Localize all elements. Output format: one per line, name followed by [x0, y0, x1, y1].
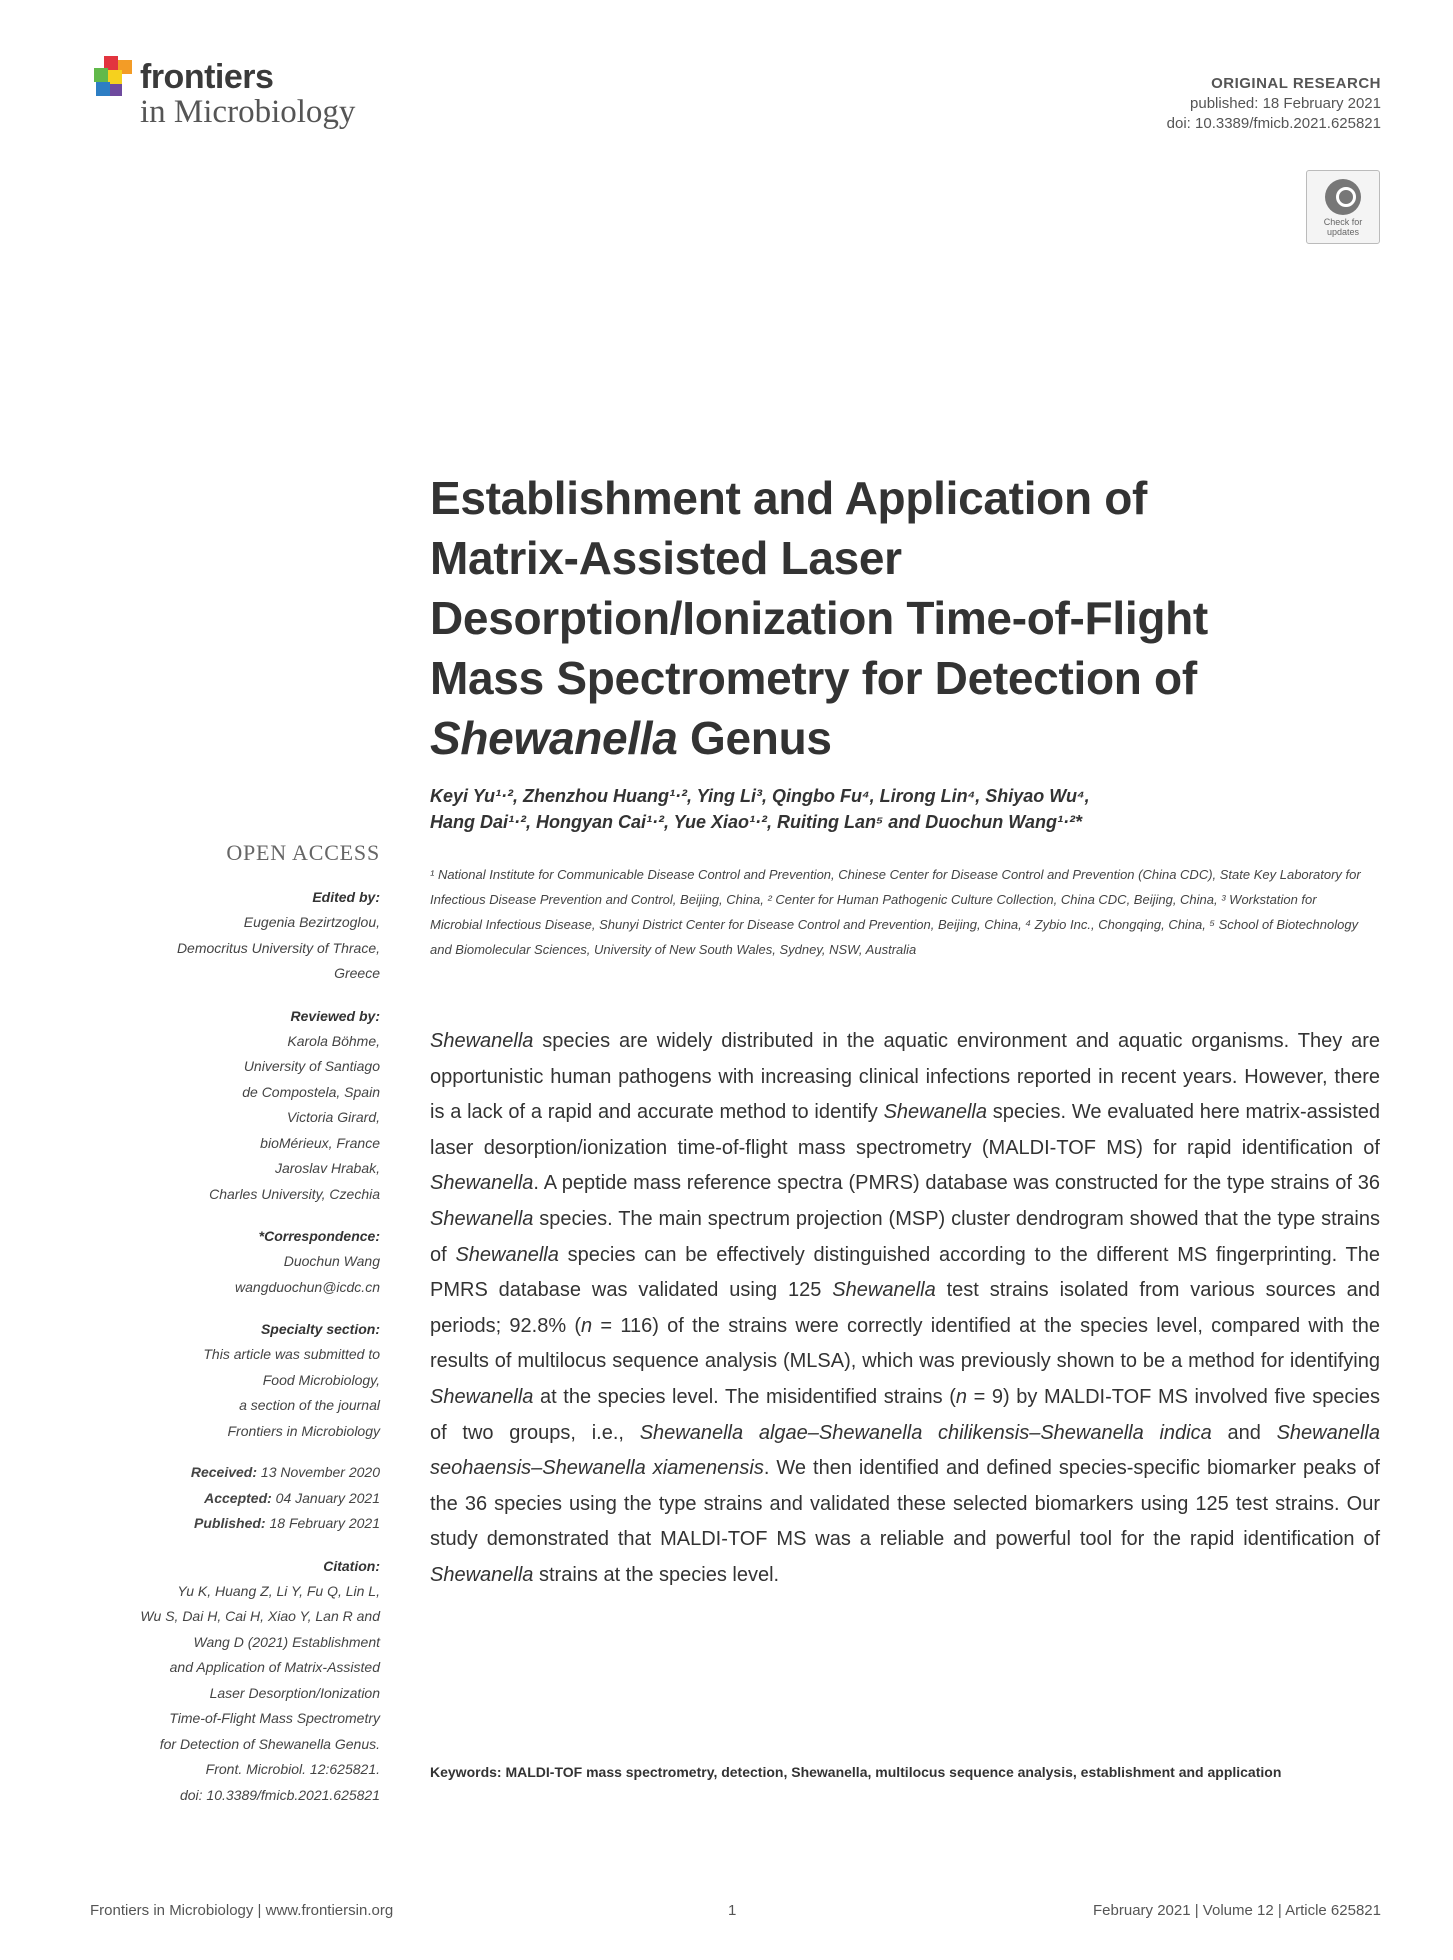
correspondence-label: *Correspondence: — [258, 1228, 380, 1244]
abstract-italic-run: Shewanella — [430, 1030, 534, 1052]
received-value: 13 November 2020 — [257, 1464, 380, 1480]
abstract-text-run: . We then identified and defined species-specific biomarker peaks of the 36 species using the type strains and validated these selected biomarkers using 125 test strains. Our study demonstrated that MALDI-TOF MS was a reliable and powerful tool for the rapid identification of — [430, 1457, 1380, 1551]
page-number: 1 — [728, 1902, 737, 1919]
specialty-line: Frontiers in Microbiology — [227, 1422, 380, 1439]
footer-volume-info: February 2021 | Volume 12 | Article 625821 — [1093, 1902, 1381, 1919]
reviewer-line: bioMérieux, France — [260, 1134, 380, 1151]
abstract-text-run: strains at the species level. — [533, 1563, 780, 1586]
abstract-text-run: = 116) of the strains were correctly identified at the species level, compared with the results of multilocus sequence analysis (MLSA), which was previously shown to be a method for identifying — [430, 1314, 1380, 1373]
doi-link[interactable]: doi: 10.3389/fmicb.2021.625821 — [1166, 115, 1381, 132]
citation-line: and Application of Matrix-Assisted — [169, 1659, 380, 1675]
accepted-label: Accepted: — [204, 1489, 272, 1506]
abstract-text-run: species. We evaluated here matrix-assisted laser desorption/ionization time-of-flight mass spectrometry (MALDI-TOF MS) for rapid identification of — [430, 1101, 1381, 1159]
title-line — [430, 708, 1390, 768]
article-sidebar — [90, 840, 380, 1824]
published-date: published: 18 February 2021 — [1190, 95, 1381, 112]
dates-block — [90, 1460, 380, 1537]
abstract-text-run: at the species level. The misidentified strains ( — [533, 1385, 956, 1408]
abstract-italic-run: n — [581, 1314, 593, 1337]
journal-name: in Microbiology — [140, 94, 356, 130]
specialty-line: This article was submitted to — [203, 1346, 380, 1362]
citation-line: for Detection of Shewanella Genus. — [159, 1735, 380, 1752]
abstract-italic-run: Shewanella — [430, 1563, 534, 1586]
abstract-text-run: test strains isolated from various sources and periods; 92.8% ( — [430, 1279, 1380, 1337]
reviewer-line: Charles University, Czechia — [209, 1185, 380, 1202]
corresponding-email-link[interactable]: wangduochun@icdc.cn — [235, 1278, 380, 1295]
accepted-value: 04 January 2021 — [271, 1489, 380, 1506]
journal-logo — [90, 52, 390, 142]
reviewer-line: de Compostela, Spain — [242, 1083, 380, 1100]
abstract-italic-run: Shewanella — [430, 1172, 534, 1195]
abstract-italic-run: Shewanella — [455, 1243, 559, 1266]
title-line: Matrix-Assisted Laser — [430, 532, 902, 584]
title-genus: Shewanella — [430, 712, 678, 764]
open-access-label: OPEN ACCESS — [226, 840, 380, 865]
article-meta — [1167, 74, 1381, 134]
accepted-date — [90, 1486, 380, 1512]
abstract-text-run: and — [1211, 1421, 1277, 1444]
title-line: Establishment and Application of — [430, 472, 1148, 524]
abstract-text-run: . A peptide mass reference spectra (PMRS) database was constructed for the type strains of 36 — [533, 1172, 1380, 1195]
reviewed-by-block — [90, 1003, 380, 1208]
reviewer-line: University of Santiago — [243, 1058, 380, 1074]
author-list — [430, 783, 1330, 835]
reviewer-line[interactable]: Karola Böhme, — [287, 1032, 380, 1049]
frontiers-logo-icon — [90, 54, 138, 102]
check-for-updates-button[interactable] — [1306, 170, 1380, 244]
abstract-italic-run: Shewanella seohaensis–Shewanella xiamenensis — [430, 1421, 1380, 1480]
article-title — [430, 468, 1390, 768]
specialty-label: Specialty section: — [260, 1321, 380, 1337]
citation-line: Wu S, Dai H, Cai H, Xiao Y, Lan R and — [140, 1608, 380, 1624]
corresponding-author: Duochun Wang — [283, 1253, 380, 1269]
brand-name: frontiers — [140, 58, 274, 96]
specialty-block — [90, 1316, 380, 1444]
reviewed-by-label: Reviewed by: — [290, 1007, 380, 1024]
editor-line: Greece — [334, 965, 380, 981]
specialty-line: Food Microbiology, — [262, 1371, 380, 1388]
crossmark-icon — [1325, 179, 1361, 215]
citation-label: Citation: — [323, 1557, 380, 1574]
abstract-text-run: species. The main spectrum projection (MSP) cluster dendrogram showed that the type strains of — [430, 1207, 1380, 1266]
reviewer-line[interactable]: Jaroslav Hrabak, — [274, 1160, 380, 1176]
keywords: Keywords: MALDI-TOF mass spectrometry, detection, Shewanella, multilocus sequence analysis, establishment and application — [430, 1764, 1282, 1780]
abstract-italic-run: Shewanella algae–Shewanella chilikensis–Shewanella indica — [639, 1421, 1212, 1444]
footer-journal-link[interactable]: Frontiers in Microbiology | www.frontiersin.org — [90, 1902, 394, 1919]
abstract-italic-run: Shewanella — [832, 1279, 936, 1302]
affiliations: ¹ National Institute for Communicable Disease Control and Prevention, Chinese Center for Disease Control and Prevention (China CDC), State Key Laboratory for Infectious Disease Prevention and Control, Beijing, China, ² Center for Human Pathogenic Culture Collection, China CDC, Beijing, China, ³ Workstation for Microbial Infectious Disease, Shunyi District Center for Disease Control and Prevention, Beijing, China, ⁴ Zybio Inc., Chongqing, China, ⁵ School of Biotechnology and Biomolecular Sciences, University of New South Wales, Sydney, NSW, Australia — [430, 867, 1361, 957]
citation-block — [90, 1553, 380, 1809]
title-line: Mass Spectrometry for Detection of — [430, 652, 1197, 704]
published-label: Published: — [194, 1515, 266, 1531]
abstract-italic-run: Shewanella — [430, 1385, 534, 1408]
abstract-italic-run: n — [955, 1385, 968, 1408]
citation-line: Time-of-Flight Mass Spectrometry — [169, 1710, 380, 1726]
abstract — [430, 1024, 1380, 1594]
crossmark-label-1: Check for — [1323, 217, 1363, 227]
citation-line: Laser Desorption/Ionization — [209, 1684, 380, 1701]
abstract-text-run: species are widely distributed in the aquatic environment and aquatic organisms. They are opportunistic human pathogens with increasing clinical infections reported in recent years. However, there is a lack of a rapid and accurate method to identify — [430, 1030, 1380, 1124]
specialty-line: a section of the journal — [239, 1397, 380, 1413]
published-value: 18 February 2021 — [265, 1515, 380, 1531]
title-last-word: Genus — [677, 712, 832, 764]
correspondence-block — [90, 1223, 380, 1300]
citation-doi-link[interactable]: doi: 10.3389/fmicb.2021.625821 — [179, 1786, 380, 1803]
received-label: Received: — [190, 1464, 258, 1480]
citation-line: Front. Microbiol. 12:625821. — [205, 1761, 380, 1777]
edited-by-block — [90, 884, 380, 987]
edited-by-label: Edited by: — [312, 889, 380, 905]
published-date-side — [90, 1511, 380, 1537]
citation-line: Yu K, Huang Z, Li Y, Fu Q, Lin L, — [177, 1582, 380, 1599]
abstract-italic-run: Shewanella — [883, 1101, 987, 1124]
title-line: Desorption/Ionization Time-of-Flight — [430, 592, 1208, 644]
abstract-italic-run: Shewanella — [430, 1207, 534, 1230]
editor-line: Democritus University of Thrace, — [176, 939, 380, 956]
editor-line[interactable]: Eugenia Bezirtzoglou, — [243, 914, 380, 930]
crossmark-label-2: updates — [1326, 227, 1360, 237]
citation-line: Wang D (2021) Establishment — [193, 1633, 380, 1650]
received-date — [90, 1460, 380, 1486]
authors-line[interactable]: Keyi Yu¹·², Zhenzhou Huang¹·², Ying Li³, Qingbo Fu⁴, Lirong Lin⁴, Shiyao Wu⁴, — [430, 786, 1090, 806]
reviewer-line[interactable]: Victoria Girard, — [286, 1109, 380, 1125]
abstract-text-run: = 9) by MALDI-TOF MS involved five species of two groups, i.e., — [430, 1385, 1380, 1444]
abstract-text-run: species can be effectively distinguished according to the different MS fingerprinting. The PMRS database was validated using 125 — [430, 1243, 1380, 1302]
article-type: ORIGINAL RESEARCH — [1211, 75, 1381, 92]
authors-line[interactable]: Hang Dai¹·², Hongyan Cai¹·², Yue Xiao¹·², Ruiting Lan⁵ and Duochun Wang¹·²* — [430, 812, 1082, 832]
